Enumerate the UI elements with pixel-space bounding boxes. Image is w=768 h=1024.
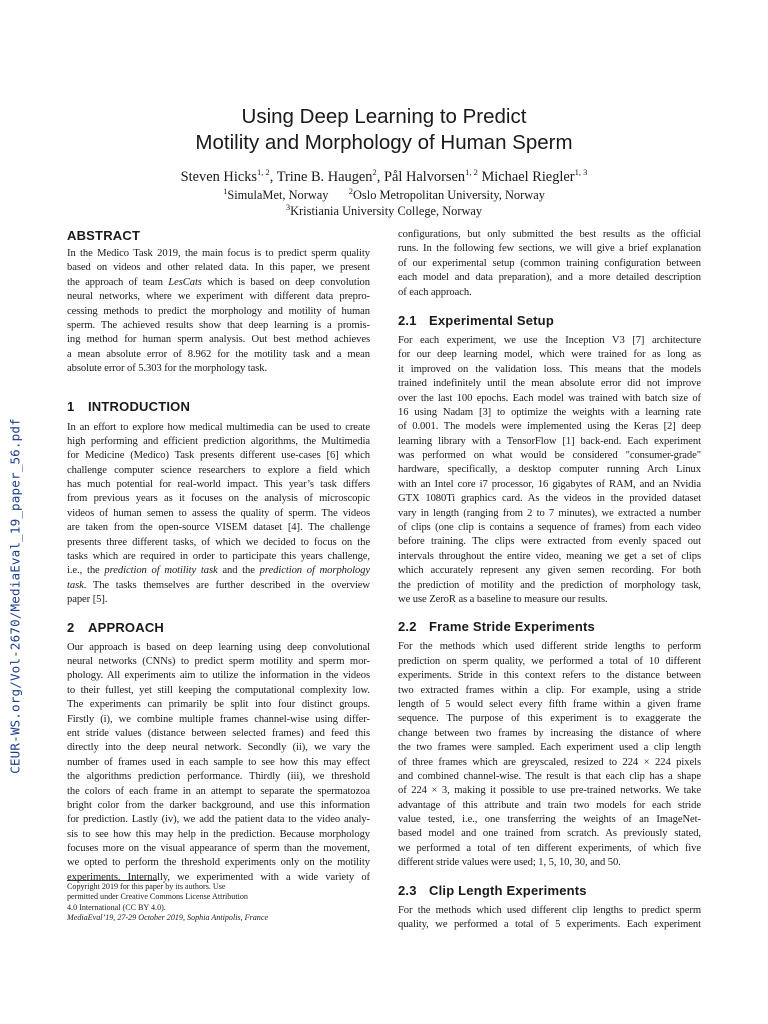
affiliation: $^2$Oslo Metropolitan University, Norway: [348, 185, 545, 202]
paper-title: [0, 104, 768, 156]
copyright-footnote: Copyright 2019 for this paper by its authors. Use permitted under Creative Commons License Attribution 4.0 International (CC BY 4.0). MediaEval’19, 27-29 October 2019, Sophia Antipolis, France: [67, 882, 269, 923]
frame-stride-text: For the methods which used different stride lengths to perform prediction on sperm quality, we performed a total of 10 different experiments. Stride in this context refers to the distance between two extracted frames within a clip. For example, using a stride length of 5 would select every fifth frame within a given frame sequence. The purpose of this experiment is to exaggerate the change between two frames by increasing the distance of where the two frames were sampled. Each experiment used a clip length of three frames which are greyscaled, resized to 224 × 224 pixels and combined channel-wise. The result is that each clip has a shape of 224 × 3, making it possible to use pre-trained networks. We take advantage of this attribute and train two models for each stride value tested, i.e., one transferring the weights of an ImageNet- based model and one trained from scratch. As previously stated, we performed a total of ten different experiments, of which five different stride values were used; 1, 5, 10, 30, and 50.: [398, 641, 701, 869]
affiliation: $^3$Kristiania University College, Norway: [285, 201, 483, 218]
footnote-rule: [67, 880, 157, 881]
abstract-text: In the Medico Task 2019, the main focus is to predict sperm quality based on videos and other related data. In this paper, we present the approach of team LesCats which is based on deep convolution neural networks, where we experiment with different data prepro- cessing methods to predict the morphology and motility of human sperm. The achieved results show that deep learning is a promis- ing method for human sperm analysis. Out best method achieves a mean absolute error of 8.962 for the motility task and a mean absolute error of 5.303 for the morphology task.: [67, 248, 370, 375]
section-heading-experimental-setup: 2.1 Experimental Setup: [398, 312, 554, 328]
author: Steven Hicks$^{1, 2}$,: [180, 167, 277, 185]
introduction-text: In an effort to explore how medical multimedia can be used to create high performing and efficient prediction algorithms, the Multimedia for Medicine (Medico) Task presents different use-cases [6] which challenge computer science researchers to explore a field which has much potential for real-world impact. This year’s task differs from previous years as it focuses on the analysis of microscopic videos of human semen to assess the quality of sperm. The videos are taken from the open-source VISEM dataset [4]. The challenge presents three different tasks, of which we decided to focus on the tasks which are required in order to participate this years challenge, i.e., the prediction of motility task and the prediction of morphology task. The tasks themselves are further described in the overview paper [5].: [67, 421, 371, 606]
clip-length-text: For the methods which used different clip lengths to predict sperm quality, we performed a total of 5 experiments. Each experiment: [398, 904, 701, 931]
author: Michael Riegler$^{1, 3}$: [481, 167, 588, 185]
abstract-line-lescats: the approach of team LesCats which is based on deep convolution: [67, 276, 370, 288]
left-column: [67, 228, 370, 885]
author: Trine B. Haugen$^2$,: [276, 167, 384, 185]
author: Pål Halvorsen$^{1, 2}$: [383, 167, 478, 185]
experimental-setup-text: For each experiment, we use the Inception V3 [7] architecture for our deep learning model, which were trained for as long as it improved on the validation loss. This means that the models trained indefinitely until the mean absolute error did not improve over the last 100 epochs. Each model was trained with batch size of 16 using Nadam [3] to optimize the weights with a learning rate of 0.001. The models were implemented using the Keras [2] deep learning library with a TensorFlow [1] back-end. Each experiment was performed on what would be considered "consumer-grade" hardware, specifically, a desktop computer running Arch Linux with an Intel core i7 processor, 16 gigabytes of RAM, and an Nvidia GTX 1080Ti graphics card. As the videos in the provided dataset vary in length (ranging from 2 to 7 minutes), we extracted a number of clips (one clip is contains a sequence of frames) from each video before training. The clips were extracted from evenly spaced out intervals throughout the entire video, meaning we get a set of clips which accurately represent any given semen recording. For both the prediction of motility and the prediction of morphology task, we use ZeroR as a baseline to measure our results.: [398, 334, 701, 605]
section-heading-clip-length: 2.3 Clip Length Experiments: [398, 882, 587, 898]
author-list: [0, 168, 768, 186]
title-line-2: Motility and Morphology of Human Sperm: [195, 131, 573, 154]
section-heading-frame-stride: 2.2 Frame Stride Experiments: [398, 619, 595, 635]
intro-line-italic: i.e., the prediction of motility task and the prediction of morphology: [67, 565, 371, 577]
intro-line-italic-2: task. The tasks themselves are further described in the overview: [67, 579, 370, 591]
side-label-text: CEUR-WS.org/Vol-2670/MediaEval_19_paper_56.pdf: [7, 418, 23, 774]
abstract-heading: ABSTRACT: [67, 228, 141, 243]
affiliation: $^1$SimulaMet, Norway: [223, 185, 329, 202]
approach-text: Our approach is based on deep learning using deep convolutional neural networks (CNNs) to predict sperm motility and sperm mor- phology. All experiments aim to utilize the information in the videos to their fullest, yet still keeping the computational complexity low. The experiments can primarily be split into four distinct groups. Firstly (i), we combine multiple frames channel-wise using differ- ent stride values (distance between selected frames) and feed this directly into the deep neural network. Secondly (ii), we vary the number of frames used in each sample to see how this may effect the algorithms prediction performance. Thirdly (iii), we threshold the colors of each frame in an attempt to separate the spermatozoa bright color from the darker background, and use this information for prediction. Lastly (iv), we add the patient data to the video analy- sis to see how this may help in the prediction. Because morphology focuses more on the visual appearance of sperm than the movement, we opted to perform the threshold experiments only on the motility experiments. Internally, we experimented with a wide variety of: [67, 641, 370, 883]
section-heading-introduction: 1 INTRODUCTION: [67, 398, 191, 414]
section-heading-approach: 2 APPROACH: [67, 619, 164, 635]
right-column: [398, 228, 701, 932]
title-line-1: Using Deep Learning to Predict: [241, 105, 527, 128]
approach-continued-text: configurations, but only submitted the best results as the official runs. In the following few sections, we will give a brief explanation of our experimental setup (common training configuration between each model and data preparation), and a more detailed description of each approach.: [398, 229, 701, 298]
affiliations-line-2: [0, 203, 768, 219]
arxiv-side-label: [6, 418, 24, 774]
affiliations-line-1: [0, 187, 768, 203]
